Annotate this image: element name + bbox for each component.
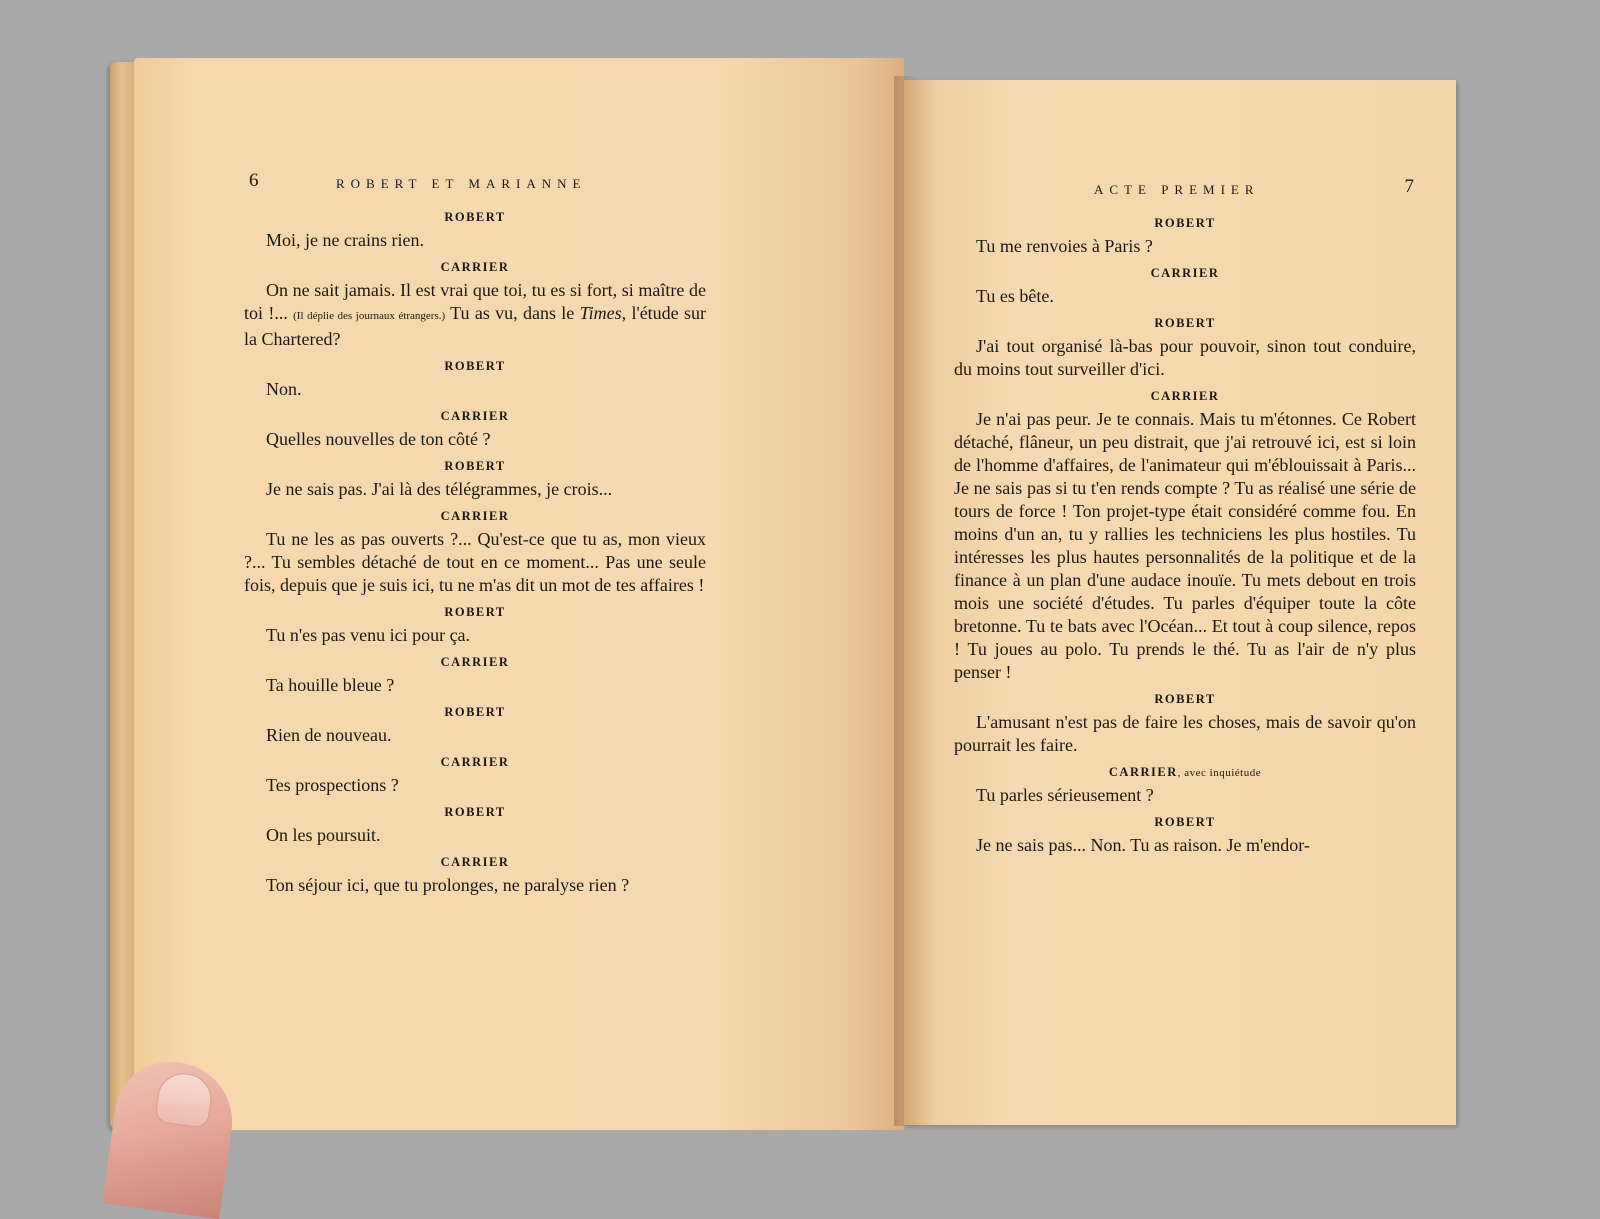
speaker-label: CARRIER: [1150, 266, 1220, 280]
dialogue-line: [244, 279, 706, 351]
dialogue-line: Ta houille bleue ?: [266, 675, 395, 695]
speaker-label: ROBERT: [1154, 815, 1216, 829]
page-number-left: 6: [249, 170, 259, 191]
italic-title: Times: [579, 303, 622, 323]
right-running-head: [954, 176, 1416, 210]
dialogue-line: Tu es bête.: [976, 286, 1054, 306]
speaker-label: CARRIER: [440, 755, 510, 769]
speaker-label: CARRIER: [1150, 389, 1220, 403]
dialogue-line: Tes prospections ?: [266, 775, 399, 795]
speaker-label: ROBERT: [444, 359, 506, 373]
dialogue-text: On ne sait jamais. Il est vrai que toi, tu es si fort, si maître de toi !...: [244, 280, 706, 323]
dialogue-line: Rien de nouveau.: [266, 725, 392, 745]
stage-direction: (Il déplie des journaux étrangers.): [293, 310, 446, 322]
speaker-label: CARRIER: [440, 855, 510, 869]
speaker-label: CARRIER: [440, 260, 510, 274]
speaker-label: ROBERT: [1154, 692, 1216, 706]
speaker-label: CARRIER: [440, 509, 510, 523]
speaker-label: ROBERT: [444, 705, 506, 719]
dialogue-line: On les poursuit.: [266, 825, 381, 845]
left-running-head: [244, 170, 706, 204]
dialogue-line: J'ai tout organisé là-bas pour pouvoir, sinon tout conduire, du moins tout surveiller d'ici.: [954, 336, 1416, 379]
dialogue-line: Tu me renvoies à Paris ?: [976, 236, 1153, 256]
dialogue-line: Non.: [266, 379, 302, 399]
dialogue-line: Tu parles sérieusement ?: [976, 785, 1154, 805]
dialogue-line: Tu ne les as pas ouverts ?... Qu'est-ce que tu as, mon vieux ?... Tu sembles détaché de tout en ce moment... Pas une seule fois, depuis que je suis ici, tu ne m'as dit un mot de tes affaires !: [244, 529, 706, 595]
page-number-right: 7: [1404, 176, 1414, 197]
speaker-name: CARRIER: [1108, 765, 1178, 779]
speaker-label: ROBERT: [1154, 316, 1216, 330]
speaker-label: ROBERT: [1154, 216, 1216, 230]
dialogue-line: L'amusant n'est pas de faire les choses, mais de savoir qu'on pourrait les faire.: [954, 712, 1416, 755]
speaker-label: ROBERT: [444, 605, 506, 619]
speaker-label-with-direction: [954, 765, 1416, 780]
thumbnail-nail: [154, 1070, 215, 1129]
dialogue-line: Quelles nouvelles de ton côté ?: [266, 429, 491, 449]
speaker-label: ROBERT: [444, 210, 506, 224]
dialogue-line: Tu n'es pas venu ici pour ça.: [266, 625, 471, 645]
speaker-label: ROBERT: [444, 805, 506, 819]
right-page: [904, 80, 1456, 1125]
dialogue-line: Moi, je ne crains rien.: [266, 230, 424, 250]
left-page: [134, 58, 904, 1130]
dialogue-line: Ton séjour ici, que tu prolonges, ne paralyse rien ?: [266, 875, 630, 895]
speaker-label: CARRIER: [440, 409, 510, 423]
running-head-title-right: ACTE PREMIER: [1094, 182, 1260, 197]
dialogue-text: Tu as vu, dans le: [445, 303, 580, 323]
dialogue-text: , l'étude sur la Chartered?: [244, 303, 706, 349]
speaker-label: CARRIER: [440, 655, 510, 669]
dialogue-line: Je ne sais pas. J'ai là des télégrammes, je crois...: [266, 479, 613, 499]
dialogue-line: Je ne sais pas... Non. Tu as raison. Je m'endor-: [976, 835, 1310, 855]
speaker-label: ROBERT: [444, 459, 506, 473]
dialogue-line: Je n'ai pas peur. Je te connais. Mais tu m'étonnes. Ce Robert détaché, flâneur, un peu distrait, que j'ai retrouvé ici, est si loin de l'homme d'affaires, de l'animateur qui m'éblouissait à Paris... Je ne sais pas si tu t'en rends compte ? Tu as réalisé une série de tours de force ! Ton projet-type était considéré comme fou. En moins d'un an, tu y rallies les techniciens les plus hostiles. Tu intéresses les plus hautes personnalités de la politique et de la finance à un plan d'une audace inouïe. Tu mets debout en trois mois une société d'études. Tu parles d'équiper toute la côte bretonne. Tu te bats avec l'Océan... Et tout à coup silence, repos ! Tu joues au polo. Tu prends le thé. Tu as l'air de n'y plus penser !: [954, 409, 1416, 682]
right-page-content: [954, 176, 1416, 865]
speaker-direction: , avec inquiétude: [1177, 767, 1262, 779]
running-head-title-left: ROBERT ET MARIANNE: [336, 176, 587, 191]
open-book: [110, 58, 1440, 1133]
left-page-content: [244, 170, 706, 905]
